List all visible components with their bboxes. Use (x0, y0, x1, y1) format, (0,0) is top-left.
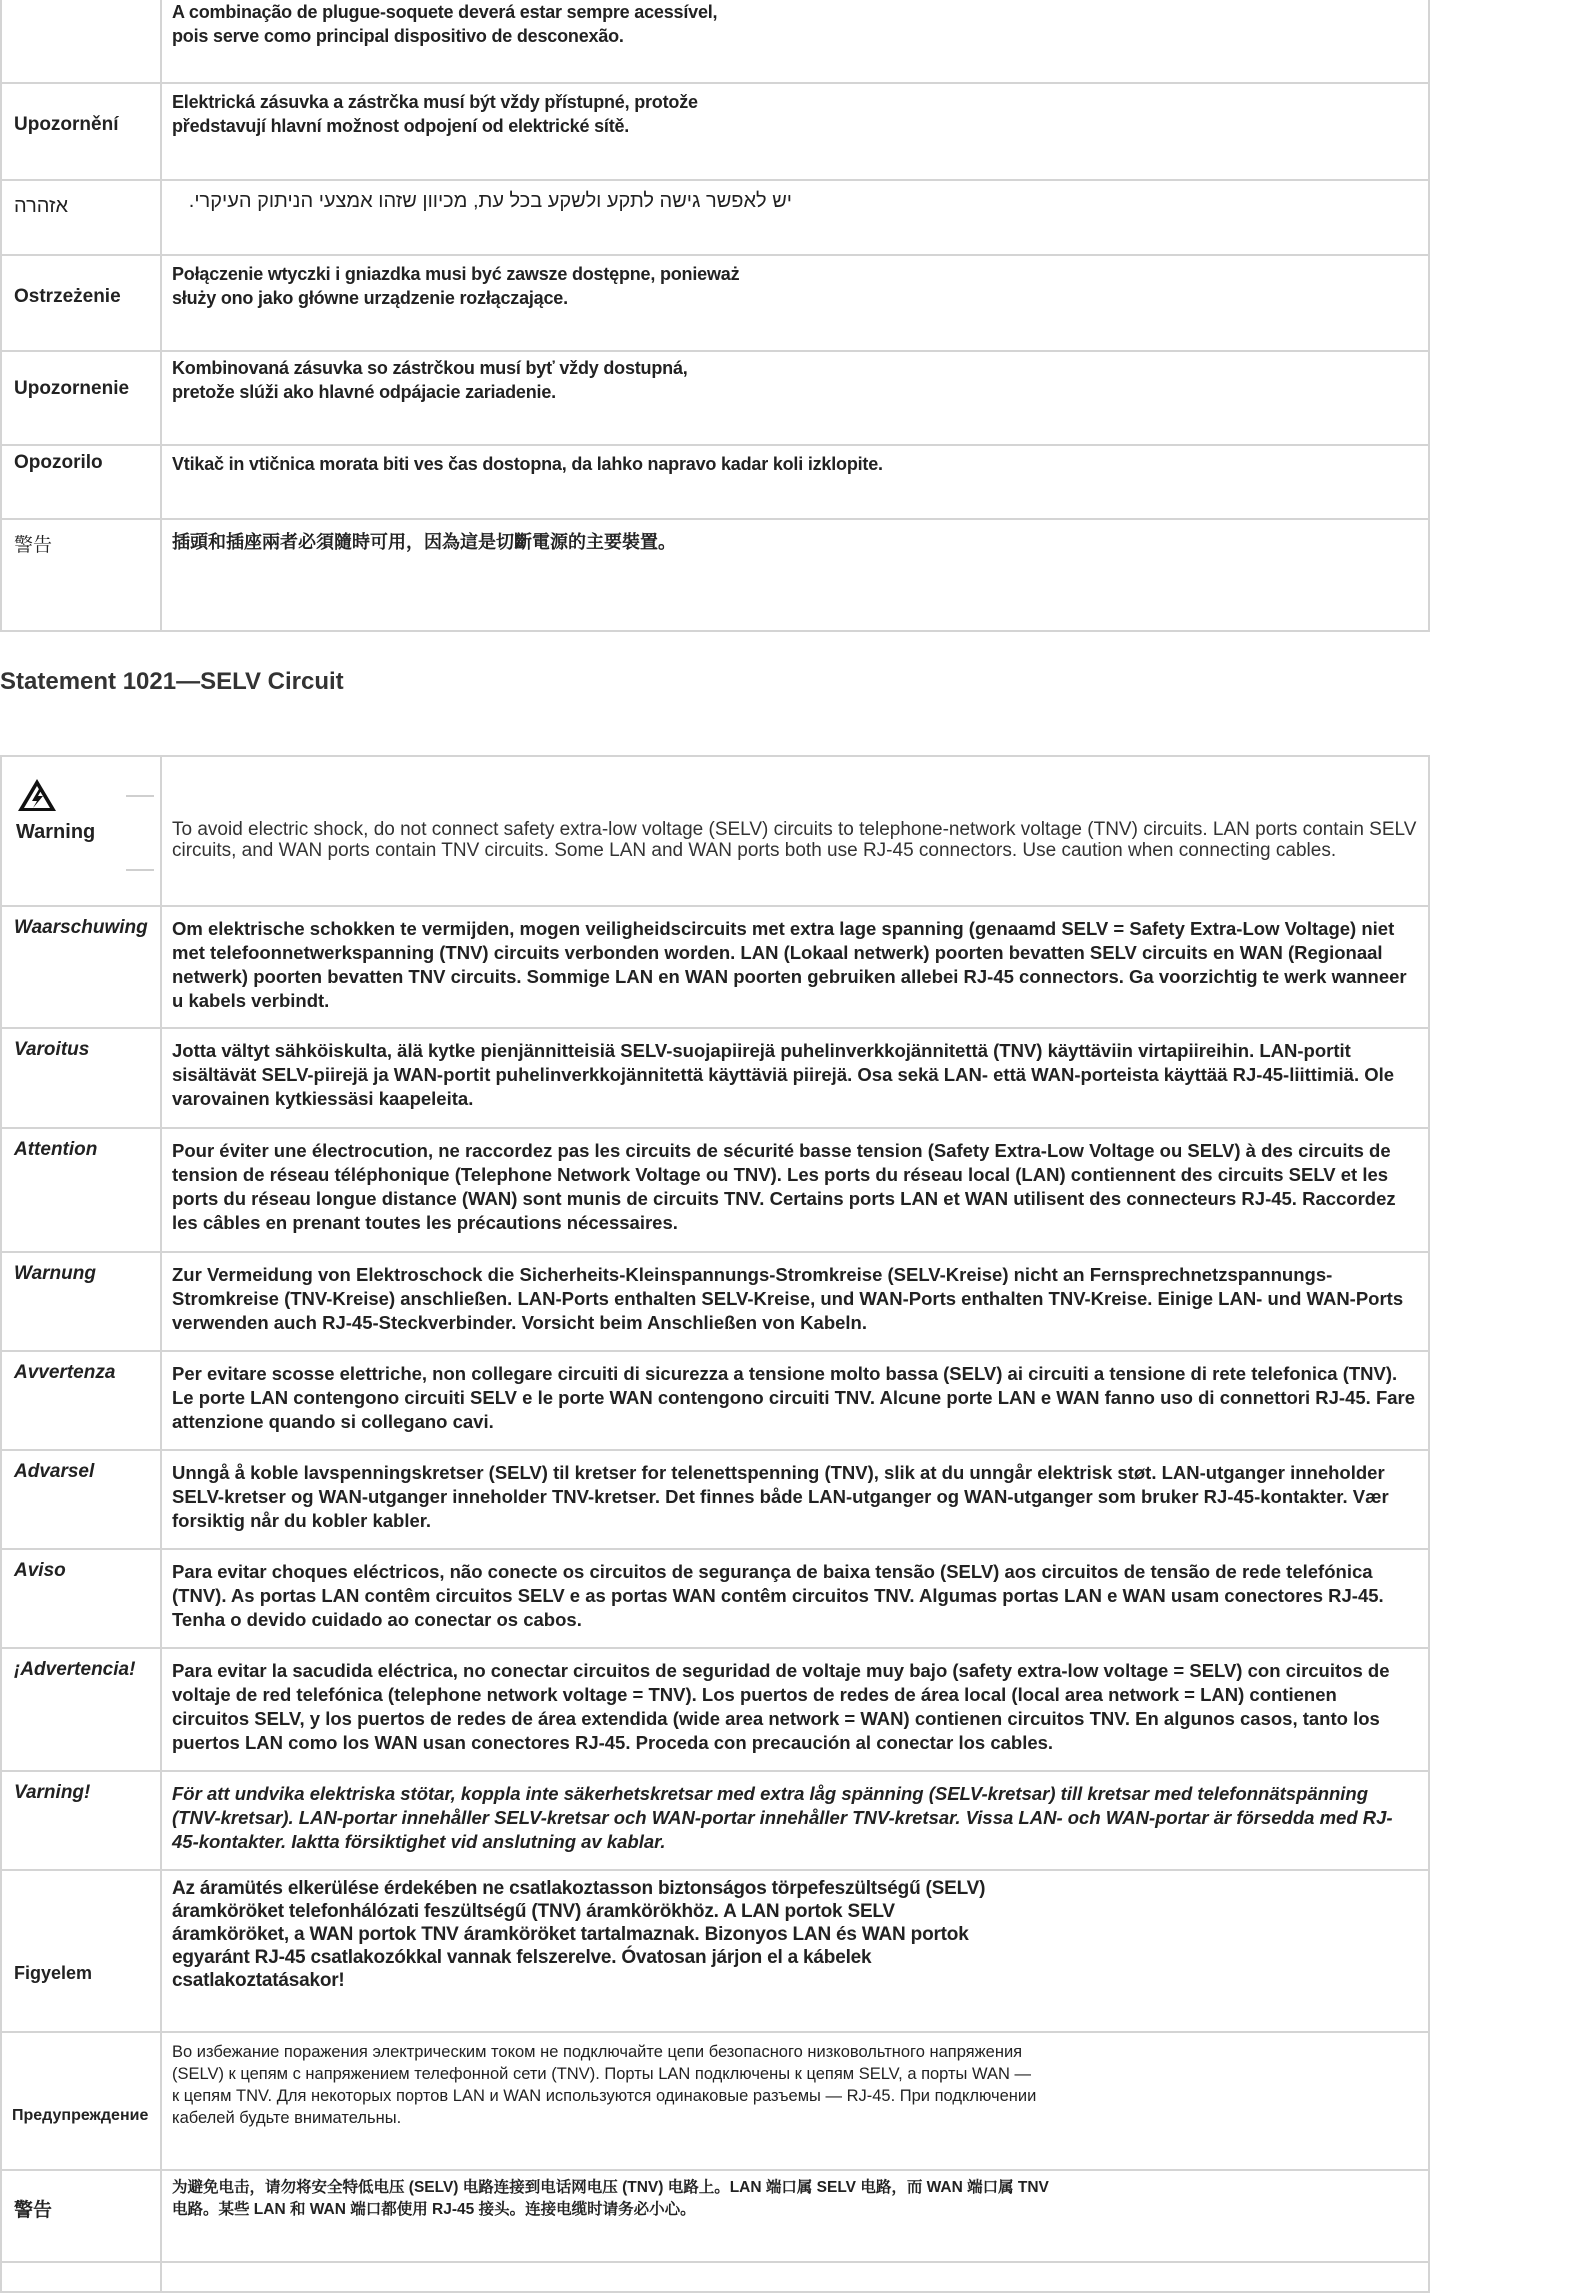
row-label: Varoitus (14, 1039, 90, 1060)
row-text: Zur Vermeidung von Elektroschock die Sicherheits-Kleinspannungs-Stromkreise (SELV-Kreise) nicht an Fernsprechnetzspannungs-Stromkreise (TNV-Kreise) anschließen. LAN-Ports enthalten SELV-Kreise, und WAN-Ports enthalten TNV-Kreise. Einige LAN- und WAN-Ports verwenden auch RJ-45-Steckverbinder. Vorsicht beim Anschließen von Kabeln. (172, 1264, 1404, 1333)
row-label (2, 0, 160, 4)
row-label: 警告 (14, 535, 53, 556)
warning-text: To avoid electric shock, do not connect safety extra-low voltage (SELV) circuits to telephone-network voltage (TNV) circuits. LAN ports contain SELV circuits, and WAN ports contain TNV circuits. Some LAN and WAN ports both use RJ-45 connectors. Use caution when connecting cables. (172, 819, 1417, 861)
row-label: Ostrzeżenie (14, 286, 121, 307)
row-text: Во избежание поражения электрическим током не подключайте цепи безопасного низковольтного напряжения (SELV) к цепям с напряжением телефонной сети (TNV). Порты LAN подключены к цепям SELV, а порты WAN — к цепям TNV. Для некоторых портов LAN и WAN используются одинаковые разъемы — RJ-45. При подключении кабелей будьте внимательны. (172, 2043, 1037, 2127)
table-row (1, 1648, 1429, 1771)
selv-statement-table (0, 755, 1430, 2293)
row-text: יש לאפשר גישה לתקע ולשקע בכל עת, מכיוון שזהו אמצעי הניתוק העיקרי. (188, 190, 792, 212)
row-label: אזהרה (14, 195, 69, 217)
table-row (1, 1870, 1429, 2032)
table-row (1, 1450, 1429, 1549)
table-row (1, 519, 1429, 631)
row-text: Per evitare scosse elettriche, non collegare circuiti di sicurezza a tensione molto bassa (SELV) ai circuiti a tensione di rete telefonica (TNV). Le porte LAN contengono circuiti SELV e le porte WAN contengono circuiti TNV. Alcune porte LAN e WAN fanno uso di connettori RJ-45. Fare attenzione quando si collegano cavi. (172, 1363, 1416, 1432)
row-label: Aviso (14, 1560, 66, 1581)
row-label: Opozorilo (14, 452, 103, 473)
table-row (1, 1028, 1429, 1128)
row-label: Attention (14, 1139, 98, 1160)
table-row (1, 445, 1429, 519)
row-label: Upozornění (14, 114, 119, 135)
table-row (1, 180, 1429, 255)
row-label: Advarsel (14, 1461, 95, 1482)
statement-translations-table (0, 0, 1430, 632)
row-text: Elektrická zásuvka a zástrčka musí být vždy přístupné, protože představují hlavní možnost odpojení od elektrické sítě. (172, 92, 698, 136)
row-text: A combinação de plugue-soquete deverá estar sempre acessível, pois serve como principal dispositivo de desconexão. (172, 2, 718, 46)
row-text: Para evitar choques eléctricos, não conecte os circuitos de segurança de baixa tensão (SELV) aos circuitos de tensão de rede telefónica (TNV). As portas LAN contêm circuitos SELV e as portas WAN contêm circuitos TNV. Algumas portas LAN e WAN usam conectores RJ-45. Tenha o devido cuidado ao conectar os cabos. (172, 1561, 1384, 1630)
row-text: Az áramütés elkerülése érdekében ne csatlakoztasson biztonságos törpefeszültségű (SELV) áramköröket telefonhálózati feszültségű (TNV) áramkörökhöz. A LAN portok SELV áramköröket, a WAN portok TNV áramköröket tartalmaznak. Bizonyos LAN és WAN portok egyaránt RJ-45 csatlakozókkal vannak felszerelve. Óvatosan járjon el a kábelek csatlakoztatásakor! (172, 1878, 986, 1991)
statement-heading: Statement 1021—SELV Circuit (0, 668, 344, 695)
row-label: Warnung (14, 1263, 96, 1284)
table-row (1, 2262, 1429, 2292)
table-row (1, 2170, 1429, 2262)
row-text: Om elektrische schokken te vermijden, mogen veiligheidscircuits met extra lage spanning (genaamd SELV = Safety Extra-Low Voltage) niet met telefoonnetwerkspanning (TNV) circuits verbonden worden. LAN (Lokaal netwerk) poorten bevatten SELV circuits en WAN (Regionaal netwerk) poorten bevatten TNV circuits. Sommige LAN en WAN poorten gebruiken allebei RJ-45 connectors. Ga voorzichtig te werk wanneer u kabels verbindt. (172, 918, 1407, 1011)
row-label: Avvertenza (14, 1362, 116, 1383)
row-label: Waarschuwing (14, 917, 148, 938)
table-row (1, 0, 1429, 83)
table-row (1, 83, 1429, 180)
separator-line (126, 869, 154, 871)
row-text: 为避免电击，请勿将安全特低电压 (SELV) 电路连接到电话网电压 (TNV) 电路上。LAN 端口属 SELV 电路，而 WAN 端口属 TNV 电路。某些 LAN 和 WAN 端口都使用 RJ-45 接头。连接电缆时请务必小心。 (172, 2179, 1049, 2218)
row-label: 警告 (14, 2200, 53, 2221)
table-row (1, 1771, 1429, 1870)
row-text: Połączenie wtyczki i gniazdka musi być zawsze dostępne, ponieważ służy ono jako główne urządzenie rozłączające. (172, 264, 740, 308)
warning-label: Warning (16, 821, 96, 843)
table-row (1, 2032, 1429, 2170)
table-row (1, 906, 1429, 1028)
row-label: ¡Advertencia! (14, 1659, 136, 1680)
row-text: Kombinovaná zásuvka so zástrčkou musí byť vždy dostupná, pretože slúži ako hlavné odpájacie zariadenie. (172, 358, 688, 402)
row-text: Jotta vältyt sähköiskulta, älä kytke pienjännitteisiä SELV-suojapiirejä puhelinverkkojännitettä (TNV) käyttäviin virtapiireihin. LAN-portit sisältävät SELV-piirejä ja WAN-portit puhelinverkkojännitettä käyttäviä piirejä. Osa sekä LAN- että WAN-porteista käyttää RJ-45-liittimiä. Ole varovainen kytkiessäsi kaapeleita. (172, 1040, 1395, 1109)
row-label: Upozornenie (14, 378, 130, 399)
table-row (1, 1351, 1429, 1450)
row-text: Vtikač in vtičnica morata biti ves čas dostopna, da lahko napravo kadar koli izklopite. (172, 454, 883, 474)
table-row (1, 1549, 1429, 1648)
row-text: Unngå å koble lavspenningskretser (SELV) til kretser for telenettspenning (TNV), slik at du unngår elektrisk støt. LAN-utganger inneholder SELV-kretser og WAN-utganger inneholder TNV-kretser. Det finnes både LAN-utganger og WAN-utganger som bruker RJ-45-kontakter. Vær forsiktig når du kobler kabler. (172, 1462, 1389, 1531)
row-label: Предупреждение (12, 2107, 149, 2124)
row-label: Varning! (14, 1782, 91, 1803)
row-label: Figyelem (14, 1963, 93, 1983)
table-row (1, 1252, 1429, 1351)
table-row (1, 1128, 1429, 1252)
row-text: Pour éviter une électrocution, ne raccordez pas les circuits de sécurité basse tension (Safety Extra-Low Voltage ou SELV) à des circuits de tension de réseau téléphonique (Telephone Network Voltage ou TNV). Les ports du réseau local (LAN) contiennent des circuits SELV et les ports du réseau longue distance (WAN) sont munis de circuits TNV. Certains ports LAN et WAN utilisent des connecteurs RJ-45. Raccordez les câbles en prenant toutes les précautions nécessaires. (172, 1140, 1396, 1233)
table-row (1, 351, 1429, 445)
row-text: 插頭和插座兩者必須隨時可用，因為這是切斷電源的主要裝置。 (172, 532, 676, 552)
row-text: För att undvika elektriska stötar, koppla inte säkerhetskretsar med extra låg spänning (SELV-kretsar) till kretsar med telefonnätspänning (TNV-kretsar). LAN-portar innehåller SELV-kretsar och WAN-portar innehåller TNV-kretsar. Vissa LAN- och WAN-portar är försedda med RJ-45-kontakter. Iaktta försiktighet vid anslutning av kablar. (172, 1783, 1393, 1852)
warning-row (1, 756, 1429, 906)
table-row (1, 255, 1429, 351)
row-text: Para evitar la sacudida eléctrica, no conectar circuitos de seguridad de voltaje muy bajo (safety extra-low voltage = SELV) con circuitos de voltaje de red telefónica (telephone network voltage = TNV). Los puertos de redes de área local (local area network = LAN) contienen circuitos SELV, y los puertos de redes de área extendida (wide area network = WAN) contienen circuitos TNV. En algunos casos, tanto los puertos LAN como los WAN usan conectores RJ-45. Proceda con precaución al conectar los cables. (172, 1660, 1390, 1753)
electric-shock-warning-icon (16, 777, 58, 813)
separator-line (126, 795, 154, 797)
